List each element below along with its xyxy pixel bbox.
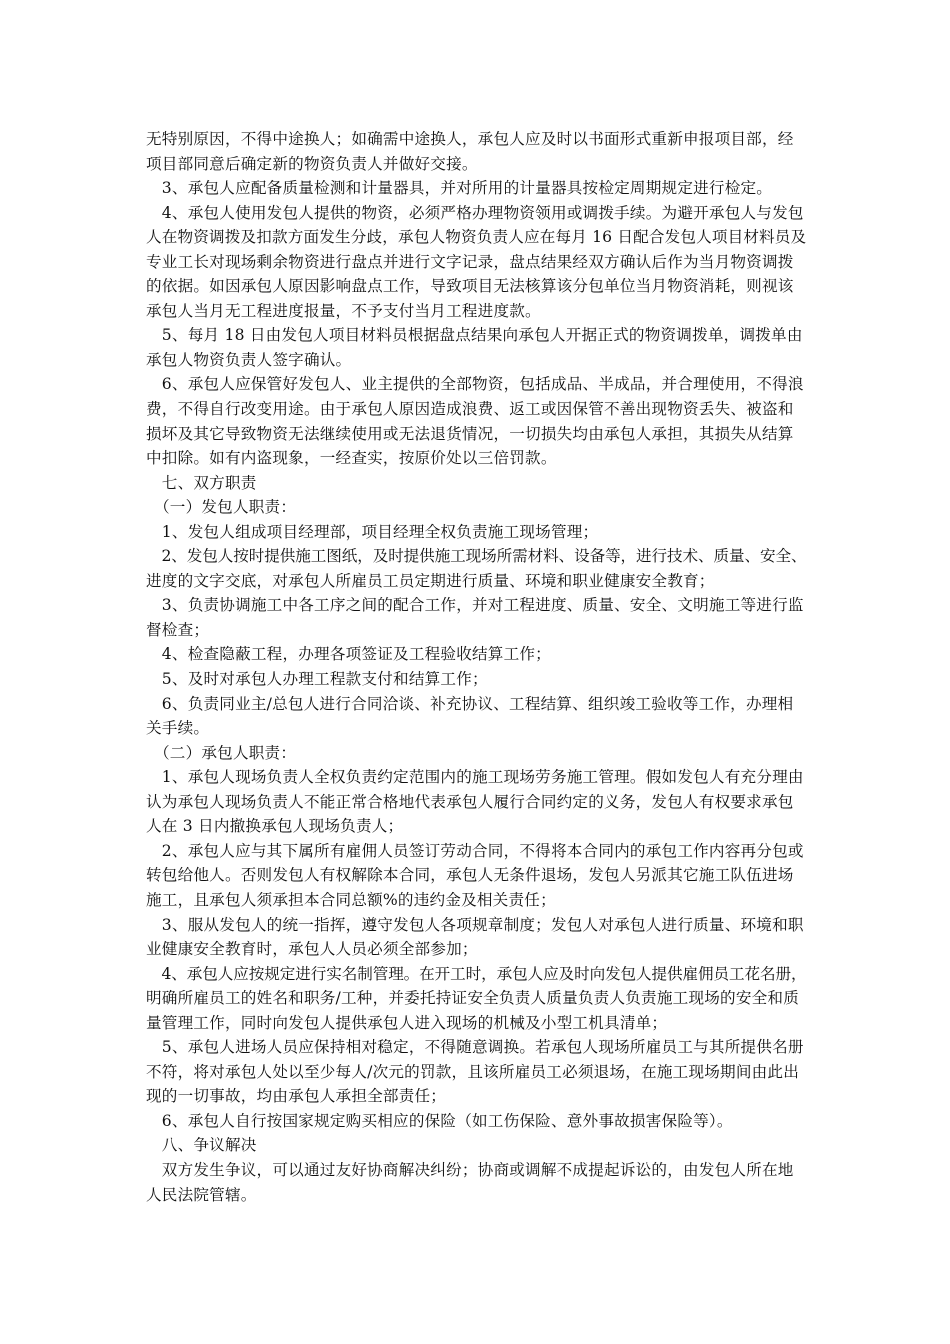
- text-line: 进度的文字交底，对承包人所雇员工员定期进行质量、环境和职业健康安全教育；: [146, 571, 715, 590]
- text-line: 不符，将对承包人处以至少每人/次元的罚款，且该所雇员工必须退场，在施工现场期间由此出: [146, 1062, 799, 1081]
- document-body: [146, 127, 806, 1207]
- text-line: 无特别原因，不得中途换人；如确需中途换人，承包人应及时以书面形式重新申报项目部，经: [146, 130, 794, 148]
- text-line: 5、及时对承包人办理工程款支付和结算工作；: [146, 670, 488, 689]
- text-line: 中扣除。如有内盗现象，一经查实，按原价处以三倍罚款。: [146, 449, 557, 468]
- text-line: 5、每月 18 日由发包人项目材料员根据盘点结果向承包人开据正式的物资调拨单，调拨单由: [146, 326, 803, 345]
- text-line: 的依据。如因承包人原因影响盘点工作，导致项目无法核算该分包单位当月物资消耗，则视该: [146, 277, 794, 296]
- text-line: 2、承包人应与其下属所有雇佣人员签订劳动合同，不得将本合同内的承包工作内容再分包或: [146, 841, 804, 860]
- text-line: 1、发包人组成项目经理部，项目经理全权负责施工现场管理；: [146, 522, 599, 541]
- text-line: 转包给他人。否则发包人有权解除本合同，承包人无条件退场，发包人另派其它施工队伍进场: [146, 866, 794, 885]
- text-line: 3、负责协调施工中各工序之间的配合工作，并对工程进度、质量、安全、文明施工等进行监: [146, 596, 804, 615]
- text-line: 明确所雇员工的姓名和职务/工种，并委托持证安全负责人质量负责人负责施工现场的安全和质: [146, 989, 799, 1008]
- text-line: （一）发包人职责：: [146, 498, 297, 517]
- text-line: 4、承包人使用发包人提供的物资，必须严格办理物资领用或调拨手续。为避开承包人与发包: [146, 203, 804, 222]
- text-line: 专业工长对现场剩余物资进行盘点并进行文字记录，盘点结果经双方确认后作为当月物资调拨: [146, 252, 794, 271]
- text-line: 关手续。: [146, 719, 210, 738]
- text-line: 2、发包人按时提供施工图纸，及时提供施工现场所需材料、设备等，进行技术、质量、安全、: [146, 547, 807, 566]
- text-line: 4、检查隐蔽工程，办理各项签证及工程验收结算工作；: [146, 645, 551, 664]
- text-line: 人在 3 日内撤换承包人现场负责人；: [146, 817, 404, 836]
- text-line: 督检查；: [146, 620, 210, 639]
- text-line: （二）承包人职责：: [146, 743, 297, 762]
- text-line: 承包人当月无工程进度报量，不予支付当月工程进度款。: [146, 301, 541, 320]
- text-line: 损坏及其它导致物资无法继续使用或无法退货情况，一切损失均由承包人承担，其损失从结算: [146, 424, 794, 443]
- text-line: 业健康安全教育时，承包人人员必须全部参加；: [146, 940, 478, 959]
- text-line: 6、负责同业主/总包人进行合同洽谈、补充协议、工程结算、组织竣工验收等工作，办理相: [146, 694, 794, 713]
- text-line: 1、承包人现场负责人全权负责约定范围内的施工现场劳务施工管理。假如发包人有充分理由: [146, 768, 804, 787]
- text-line: 费，不得自行改变用途。由于承包人原因造成浪费、返工或因保管不善出现物资丢失、被盗和: [146, 400, 794, 419]
- text-line: 4、承包人应按规定进行实名制管理。在开工时，承包人应及时向发包人提供雇佣员工花名册，: [146, 964, 807, 983]
- text-line: 人民法院管辖。: [146, 1185, 257, 1204]
- text-line: 现的一切事故，均由承包人承担全部责任；: [146, 1087, 447, 1106]
- text-line: 5、承包人进场人员应保持相对稳定，不得随意调换。若承包人现场所雇员工与其所提供名册: [146, 1038, 804, 1057]
- text-line: 七、双方职责: [146, 473, 257, 492]
- text-line: 6、承包人应保管好发包人、业主提供的全部物资，包括成品、半成品，并合理使用，不得浪: [146, 375, 804, 394]
- text-line: 人在物资调拨及扣款方面发生分歧，承包人物资负责人应在每月 16 日配合发包人项目材料员及: [146, 228, 807, 247]
- text-line: 八、争议解决: [146, 1136, 257, 1155]
- text-line: 3、服从发包人的统一指挥，遵守发包人各项规章制度；发包人对承包人进行质量、环境和职: [146, 915, 804, 934]
- text-line: 施工，且承包人须承担本合同总额%的违约金及相关责任；: [146, 890, 556, 909]
- text-line: 6、承包人自行按国家规定购买相应的保险（如工伤保险、意外事故损害保险等）。: [146, 1111, 733, 1130]
- text-line: 3、承包人应配备质量检测和计量器具，并对所用的计量器具按检定周期规定进行检定。: [146, 179, 773, 198]
- text-line: 认为承包人现场负责人不能正常合格地代表承包人履行合同约定的义务，发包人有权要求承包: [146, 792, 794, 811]
- text-line: 双方发生争议，可以通过友好协商解决纠纷；协商或调解不成提起诉讼的，由发包人所在地: [146, 1160, 794, 1179]
- text-line: 承包人物资负责人签字确认。: [146, 350, 352, 369]
- text-line: 项目部同意后确定新的物资负责人并做好交接。: [146, 154, 478, 173]
- text-line: 量管理工作，同时向发包人提供承包人进入现场的机械及小型工机具清单；: [146, 1013, 668, 1032]
